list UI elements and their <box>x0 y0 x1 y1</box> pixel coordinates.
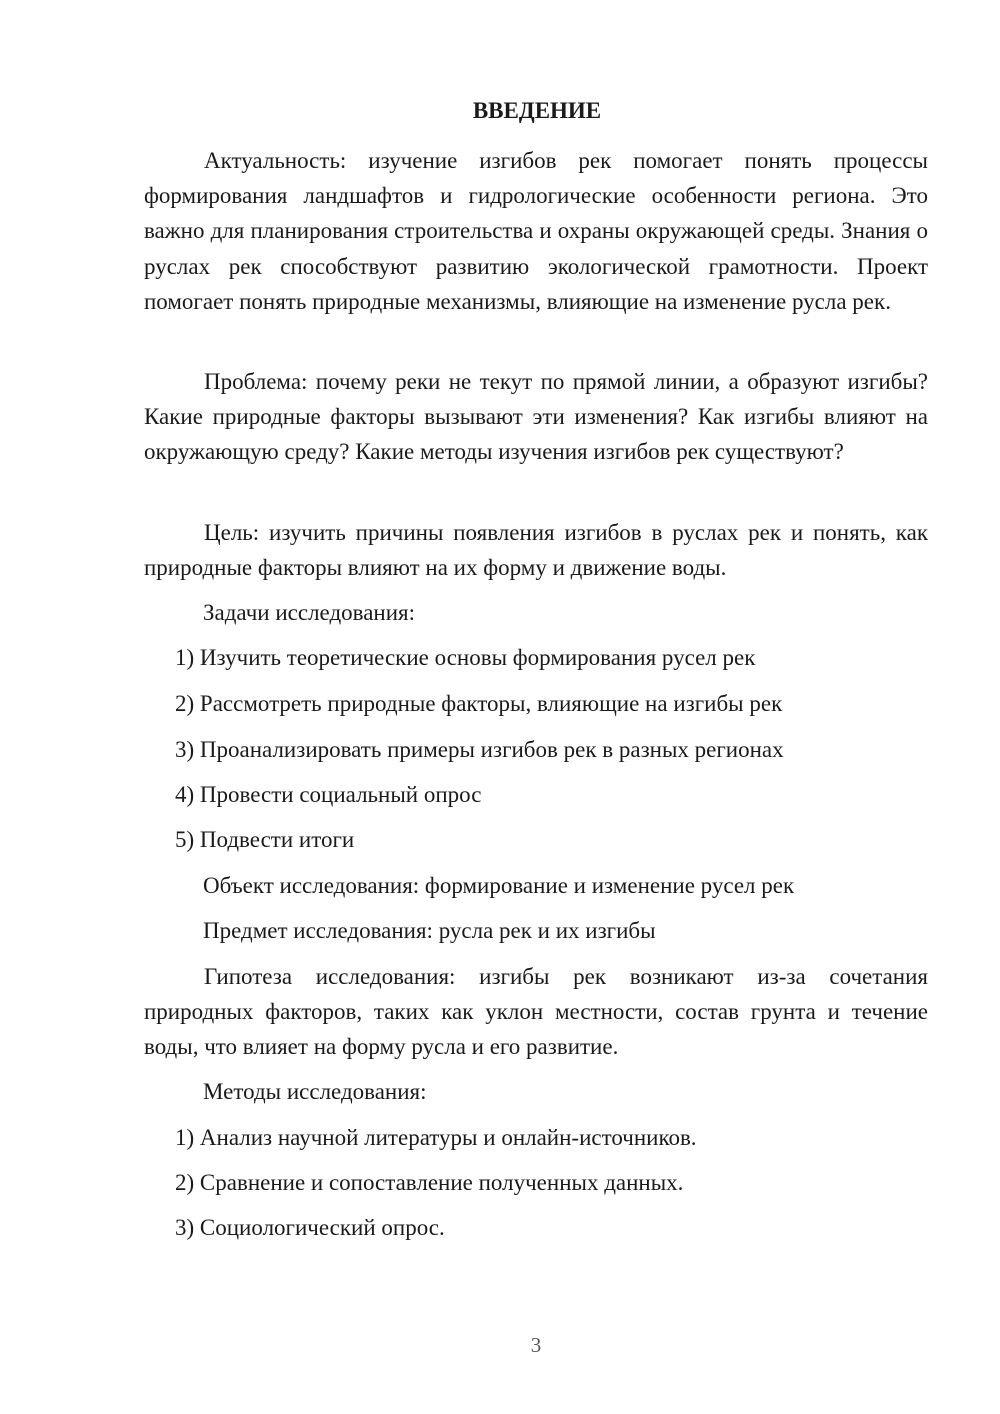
goal-paragraph-block <box>144 515 928 585</box>
relevance-paragraph-block <box>144 143 928 319</box>
page-title: ВВЕДЕНИЕ <box>472 98 602 123</box>
methods-heading: Методы исследования: <box>203 1079 427 1104</box>
problem-paragraph-block <box>144 364 928 470</box>
task-item-3: 3) Проанализировать примеры изгибов рек в разных регионах <box>175 737 784 762</box>
problem-paragraph: Проблема: почему реки не текут по прямой линии, а образуют изгибы? Какие природные факторы вызывают эти изменения? Как изгибы влияют на окружающую среду? Какие методы изучения изгибов рек существуют? <box>144 369 928 465</box>
task-item-5: 5) Подвести итоги <box>175 827 355 852</box>
method-item-2: 2) Сравнение и сопоставление полученных данных. <box>175 1170 684 1195</box>
research-subject: Предмет исследования: русла рек и их изгибы <box>203 918 656 943</box>
method-item-3: 3) Социологический опрос. <box>175 1215 445 1240</box>
hypothesis-paragraph: Гипотеза исследования: изгибы рек возникают из-за сочетания природных факторов, таких как уклон местности, состав грунта и течение воды, что влияет на форму русла и его развитие. <box>144 964 928 1060</box>
hypothesis-paragraph-block <box>144 959 928 1065</box>
method-item-1: 1) Анализ научной литературы и онлайн-источников. <box>175 1125 697 1150</box>
task-item-4: 4) Провести социальный опрос <box>175 782 482 807</box>
goal-paragraph: Цель: изучить причины появления изгибов в руслах рек и понять, как природные факторы влияют на их форму и движение воды. <box>144 520 928 581</box>
task-item-2: 2) Рассмотреть природные факторы, влияющие на изгибы рек <box>175 691 783 716</box>
research-object: Объект исследования: формирование и изменение русел рек <box>203 873 795 898</box>
tasks-heading: Задачи исследования: <box>203 600 416 625</box>
page-number: 3 <box>530 1333 542 1357</box>
relevance-paragraph: Актуальность: изучение изгибов рек помогает понять процессы формирования ландшафтов и гидрологические особенности региона. Это важно для планирования строительства и охраны окружающей среды. Знания о руслах рек способствуют развитию экологической грамотности. Проект помогает понять природные механизмы, влияющие на изменение русла рек. <box>144 148 928 314</box>
task-item-1: 1) Изучить теоретические основы формирования русел рек <box>175 645 756 670</box>
